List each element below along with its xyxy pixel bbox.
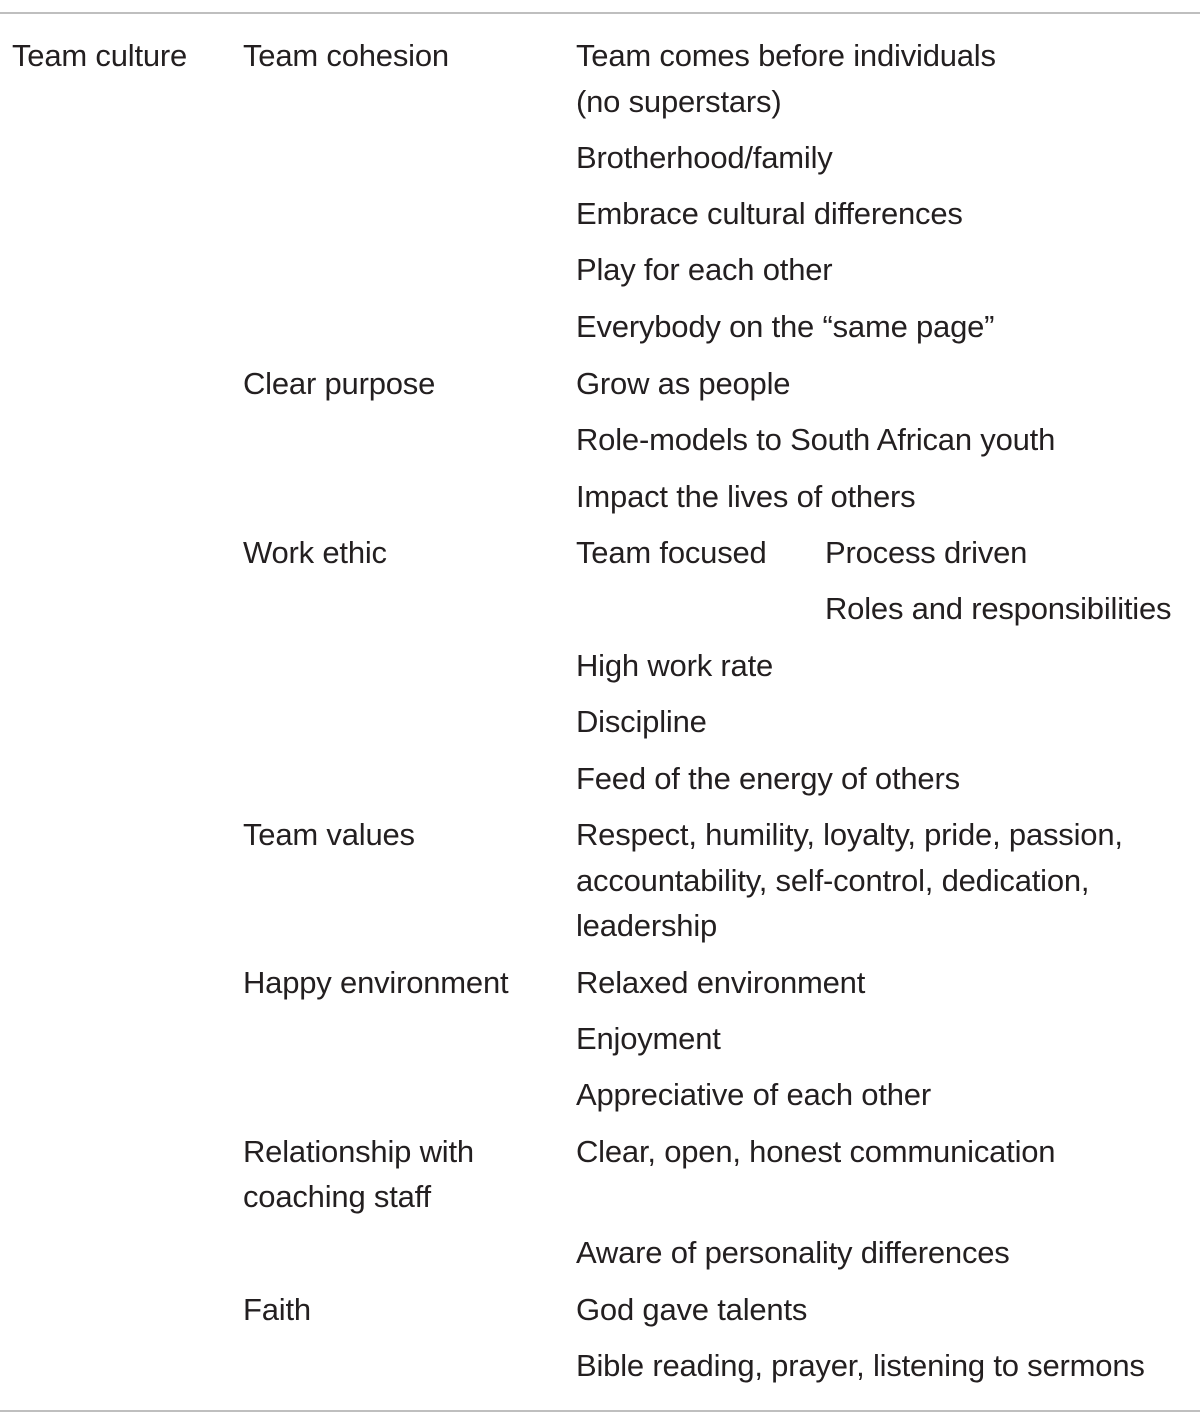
sub-item-cell: Process driven bbox=[825, 535, 1028, 570]
item-cell: High work rate bbox=[576, 648, 774, 683]
top-rule bbox=[0, 12, 1200, 14]
item-cell: Everybody on the “same page” bbox=[576, 309, 995, 344]
item-cell: Relaxed environment bbox=[576, 965, 866, 1000]
bottom-rule bbox=[0, 1410, 1200, 1412]
item-cell: Team comes before individuals bbox=[576, 38, 996, 73]
item-cell: Aware of personality differences bbox=[576, 1235, 1010, 1270]
item-cell: accountability, self-control, dedication, bbox=[576, 863, 1090, 898]
item-cell: Grow as people bbox=[576, 366, 791, 401]
category-cell: Clear purpose bbox=[243, 366, 436, 401]
item-cell: Play for each other bbox=[576, 252, 833, 287]
item-cell: Team focused bbox=[576, 535, 767, 570]
item-cell: Clear, open, honest communication bbox=[576, 1134, 1056, 1169]
item-cell: Embrace cultural differences bbox=[576, 196, 963, 231]
sub-item-cell: Roles and responsibilities bbox=[825, 591, 1172, 626]
category-cell: Relationship with bbox=[243, 1134, 474, 1169]
item-cell: Enjoyment bbox=[576, 1021, 721, 1056]
category-cell: Faith bbox=[243, 1292, 311, 1327]
category-cell: Work ethic bbox=[243, 535, 387, 570]
item-cell: leadership bbox=[576, 908, 718, 943]
category-cell: coaching staff bbox=[243, 1179, 431, 1214]
theme-cell: Team culture bbox=[12, 38, 188, 73]
item-cell: Discipline bbox=[576, 704, 707, 739]
item-cell: Role-models to South African youth bbox=[576, 422, 1056, 457]
item-cell: (no superstars) bbox=[576, 84, 782, 119]
item-cell: Feed of the energy of others bbox=[576, 761, 960, 796]
item-cell: Bible reading, prayer, listening to sermons bbox=[576, 1348, 1145, 1383]
item-cell: Brotherhood/family bbox=[576, 140, 833, 175]
item-cell: Appreciative of each other bbox=[576, 1077, 931, 1112]
item-cell: God gave talents bbox=[576, 1292, 808, 1327]
category-cell: Team values bbox=[243, 817, 415, 852]
category-cell: Happy environment bbox=[243, 965, 509, 1000]
item-cell: Impact the lives of others bbox=[576, 479, 916, 514]
category-cell: Team cohesion bbox=[243, 38, 449, 73]
item-cell: Respect, humility, loyalty, pride, passion, bbox=[576, 817, 1123, 852]
